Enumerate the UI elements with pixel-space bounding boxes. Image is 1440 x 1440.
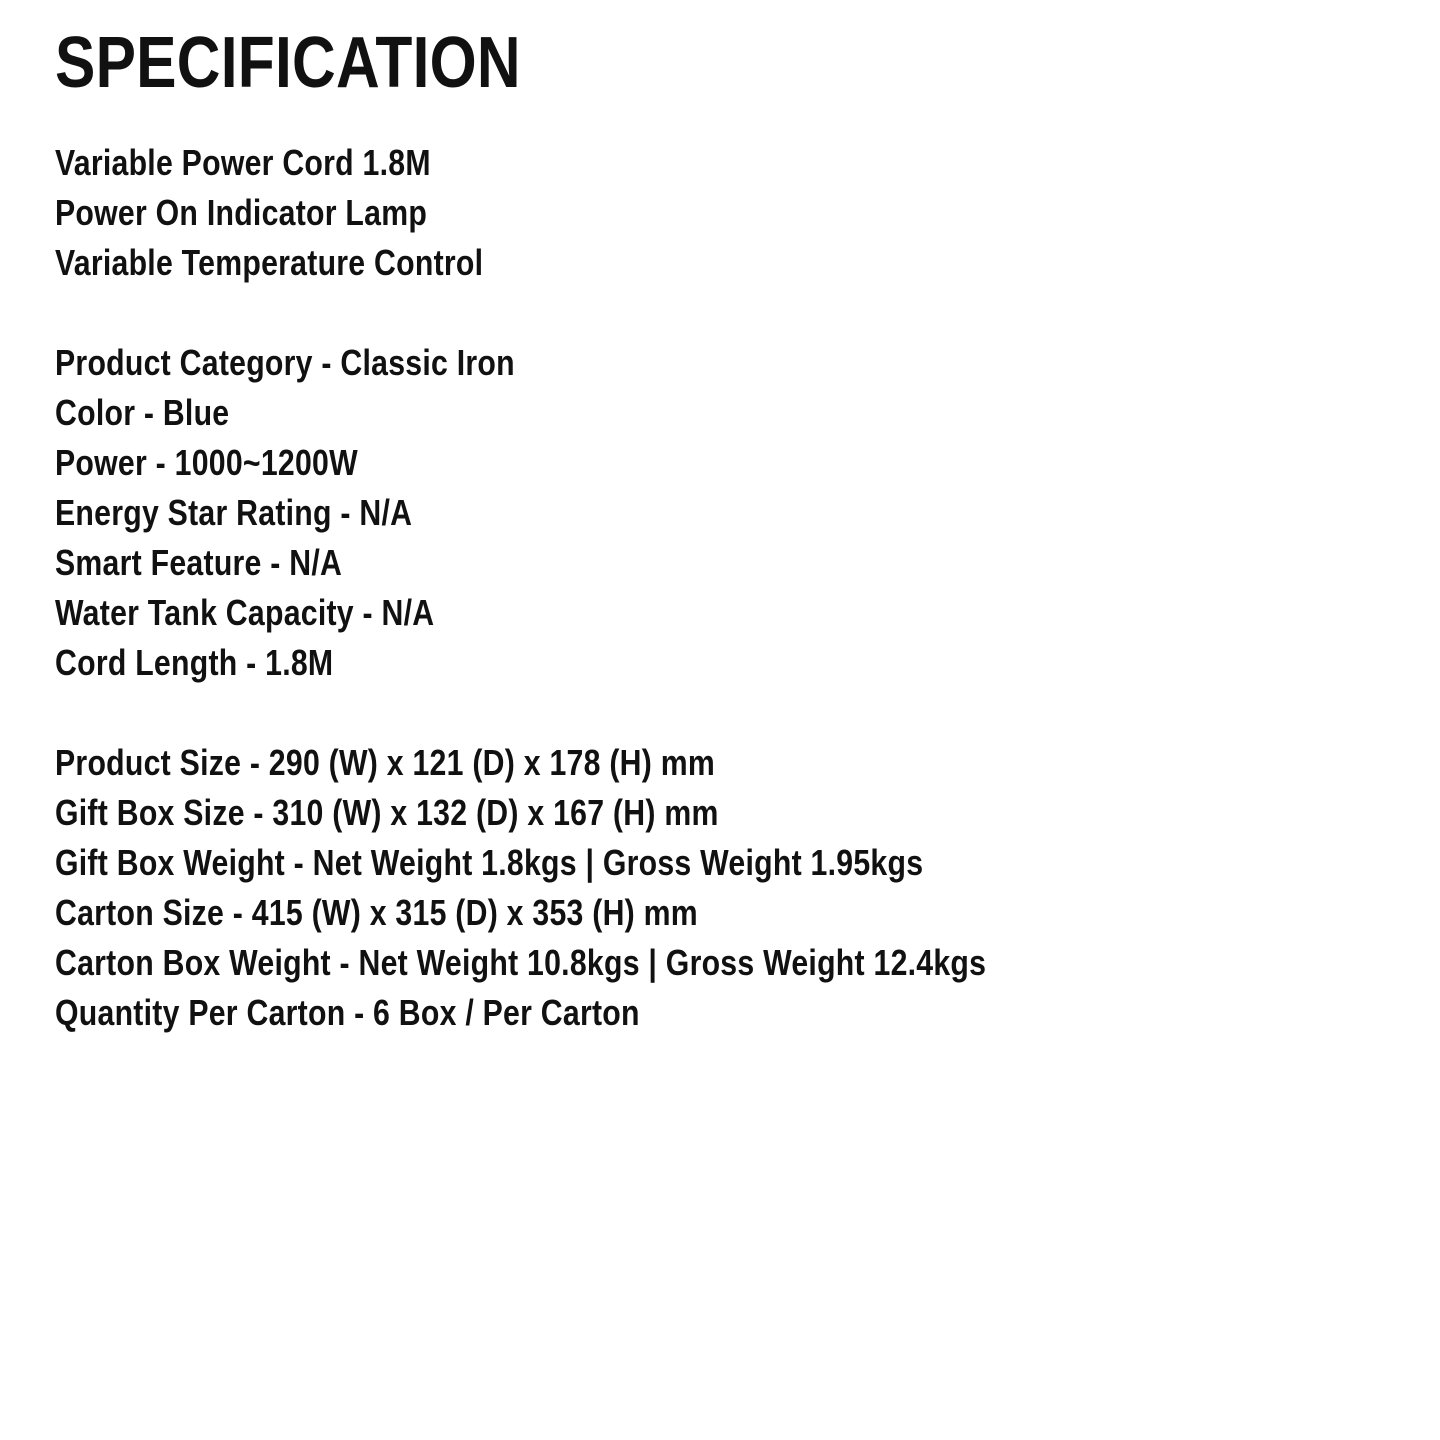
detail-item: Product Category - Classic Iron [55, 342, 515, 383]
detail-item: Smart Feature - N/A [55, 542, 343, 583]
detail-item: Energy Star Rating - N/A [55, 492, 413, 533]
page-title: SPECIFICATION [55, 23, 521, 103]
packaging-item: Gift Box Size - 310 (W) x 132 (D) x 167 (H) mm [55, 792, 719, 833]
packaging-item: Quantity Per Carton - 6 Box / Per Carton [55, 992, 640, 1033]
packaging-list [55, 738, 1181, 1038]
specification-sheet [55, 23, 1181, 1038]
feature-item: Variable Temperature Control [55, 242, 484, 283]
features-list [55, 138, 1181, 288]
detail-item: Water Tank Capacity - N/A [55, 592, 435, 633]
feature-item: Variable Power Cord 1.8M [55, 142, 431, 183]
detail-item: Power - 1000~1200W [55, 442, 358, 483]
detail-item: Cord Length - 1.8M [55, 642, 334, 683]
details-list [55, 338, 1181, 688]
packaging-item: Carton Box Weight - Net Weight 10.8kgs | Gross Weight 12.4kgs [55, 942, 987, 983]
packaging-item: Carton Size - 415 (W) x 315 (D) x 353 (H) mm [55, 892, 698, 933]
detail-item: Color - Blue [55, 392, 230, 433]
packaging-item: Product Size - 290 (W) x 121 (D) x 178 (H) mm [55, 742, 716, 783]
feature-item: Power On Indicator Lamp [55, 192, 428, 233]
packaging-item: Gift Box Weight - Net Weight 1.8kgs | Gross Weight 1.95kgs [55, 842, 924, 883]
